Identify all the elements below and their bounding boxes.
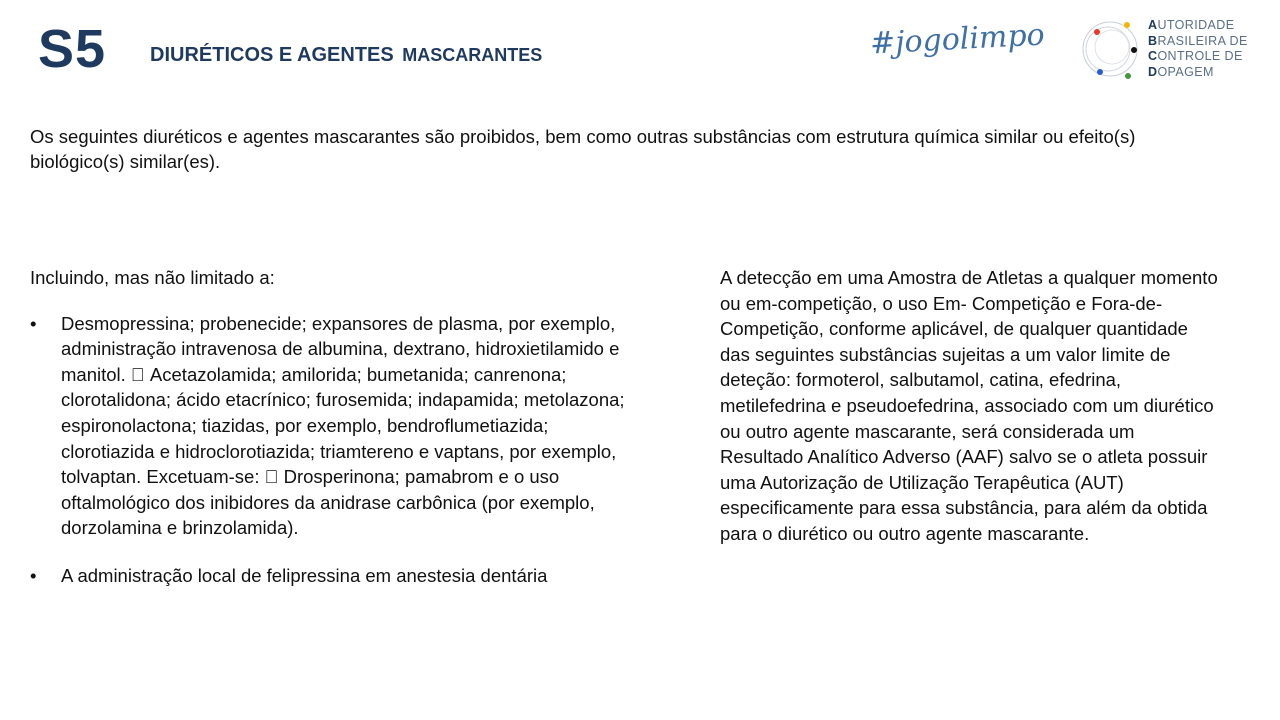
page-title-main: DIURÉTICOS E AGENTES xyxy=(150,44,394,66)
list-item xyxy=(30,311,630,541)
logo-line: BRASILEIRA DE xyxy=(1148,33,1248,48)
left-column xyxy=(30,265,630,611)
logo-line: CONTROLE DE xyxy=(1148,49,1243,63)
substance-list xyxy=(30,311,630,589)
right-column-paragraph: A detecção em uma Amostra de Atletas a qualquer momento ou em-competição, o uso Em- Competição e Fora-de-Competição, conforme aplicável, de qualquer quantidade das seguintes substâncias sujeitas a um valor limite de deteção: formoterol, salbutamol, catina, efedrina, metilefedrina e pseudoefedrina, associado com um diurético ou outro agente mascarante, será considerada um Resultado Analítico Adverso (AAF) salvo se o atleta possuir uma Autorização de Utilização Terapêutica (AUT) especificamente para essa substância, para além da obtida para o diurético ou outro agente mascarante. xyxy=(720,267,1218,544)
page-title-rest: MASCARANTES xyxy=(402,45,543,65)
logo-dot-blue xyxy=(1097,69,1103,75)
list-heading: Incluindo, mas não limitado a: xyxy=(30,267,275,288)
page-title xyxy=(150,44,542,67)
bullet-icon: • xyxy=(30,564,37,586)
section-code: S5 xyxy=(38,19,107,79)
list-item-text: Desmopressina; probenecide; expansores de plasma, por exemplo, administração intravenosa de albumina, dextrano, hidroxietilamido e manitol. Acetazolamida; amilorida; bumetanida; canrenona; clorotalidona; ácido etacrínico; furosemida; indapamida; metolazona; espironolactona; tiazidas, por exemplo, bendroflumetiazida; clorotiazida e hidroclorotiazida; triamtereno e vaptans, por exemplo, tolvaptan. Excetuam-se: Drosperinona; pamabrom e o uso oftalmológico dos inibidores da anidrase carbônica (por exemplo, dorzolamina e brinzolamida). xyxy=(61,312,625,539)
logo-dot-black xyxy=(1131,47,1137,53)
logo-line: DOPAGEM xyxy=(1148,64,1214,79)
intro-paragraph: Os seguintes diuréticos e agentes mascarantes são proibidos, bem como outras substâncias com estrutura química similar ou efeito(s) biológico(s) similar(es). xyxy=(30,126,1136,172)
abcd-logo xyxy=(1078,12,1278,86)
bullet-icon: • xyxy=(30,312,37,334)
abcd-logo-text xyxy=(1148,18,1248,80)
logo-dot-yellow xyxy=(1124,22,1130,28)
logo-dot-red xyxy=(1094,29,1100,35)
logo-line: AUTORIDADE xyxy=(1148,18,1235,32)
hashtag-jogolimpo: #jogolimpo xyxy=(869,17,1046,62)
logo-dot-green xyxy=(1125,73,1131,79)
list-item-text: A administração local de felipressina em anestesia dentária xyxy=(61,564,548,586)
list-item xyxy=(30,563,630,589)
abcd-logo-mark xyxy=(1078,12,1142,86)
